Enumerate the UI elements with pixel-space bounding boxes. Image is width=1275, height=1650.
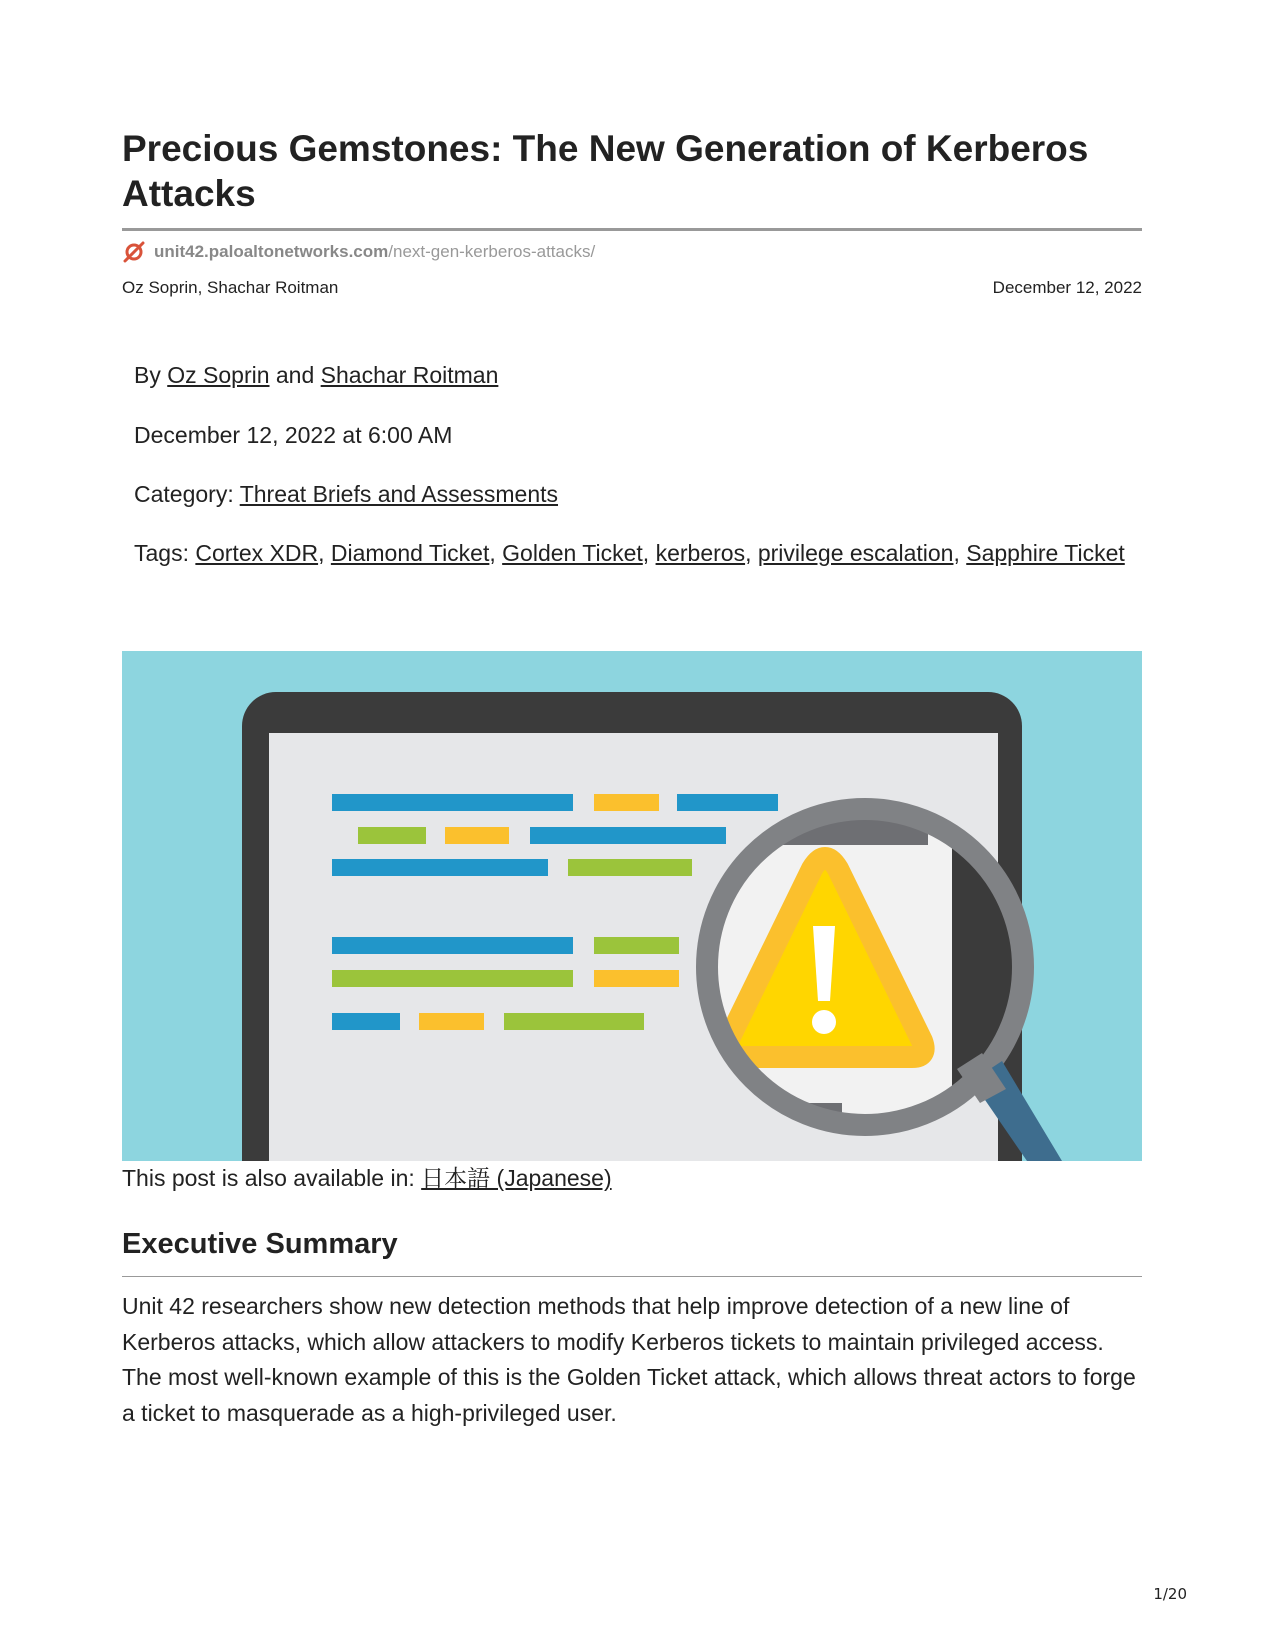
- category-link[interactable]: Threat Briefs and Assessments: [239, 481, 559, 507]
- page-number: 1/20: [1153, 1585, 1187, 1603]
- meta-row: [122, 278, 1142, 298]
- availability-text: This post is also available in:: [122, 1165, 415, 1191]
- japanese-link[interactable]: 日本語 (Japanese): [421, 1165, 612, 1191]
- author-link-1[interactable]: Oz Soprin: [167, 362, 270, 388]
- source-url[interactable]: [122, 240, 595, 264]
- source-host: unit42.paloaltonetworks.com: [154, 242, 389, 261]
- category-line: [134, 477, 1142, 512]
- magnifying-glass-warning-illustration: [122, 651, 1142, 1161]
- category-label: Category:: [134, 481, 234, 507]
- section-divider: [122, 1276, 1142, 1277]
- tag-link[interactable]: kerberos: [655, 540, 746, 566]
- hero-image: [122, 651, 1142, 1161]
- source-path: /next-gen-kerberos-attacks/: [388, 242, 596, 261]
- tag-link[interactable]: Sapphire Ticket: [966, 540, 1125, 566]
- article-title: Precious Gemstones: The New Generation of Kerberos Attacks: [122, 128, 1089, 214]
- byline: [134, 358, 1142, 393]
- source-icon: [122, 240, 146, 264]
- by-label: By: [134, 362, 161, 388]
- tag-link[interactable]: Cortex XDR: [195, 540, 319, 566]
- date-line: December 12, 2022: [992, 278, 1142, 297]
- tag-link[interactable]: Diamond Ticket: [330, 540, 490, 566]
- tags-label: Tags:: [134, 540, 189, 566]
- author-link-2[interactable]: Shachar Roitman: [320, 362, 499, 388]
- publish-datetime: December 12, 2022 at 6:00 AM: [134, 422, 453, 448]
- authors-line: Oz Soprin, Shachar Roitman: [122, 278, 339, 297]
- tag-link[interactable]: privilege escalation: [757, 540, 954, 566]
- availability-line: [122, 1162, 612, 1194]
- tags-line: Tags: Cortex XDR, Diamond Ticket, Golden Ticket, kerberos, privilege escalation, Sapphire Ticket: [134, 540, 1125, 566]
- summary-paragraph: Unit 42 researchers show new detection methods that help improve detection of a new line of Kerberos attacks, which allow attackers to modify Kerberos tickets to maintain privileged access. The most well-known example of this is the Golden Ticket attack, which allows threat actors to forge a ticket to masquerade as a high-privileged user.: [122, 1293, 1136, 1426]
- title-divider: [122, 228, 1142, 231]
- section-heading: Executive Summary: [122, 1228, 398, 1260]
- tag-link[interactable]: Golden Ticket: [502, 540, 643, 566]
- and-label: and: [275, 362, 315, 388]
